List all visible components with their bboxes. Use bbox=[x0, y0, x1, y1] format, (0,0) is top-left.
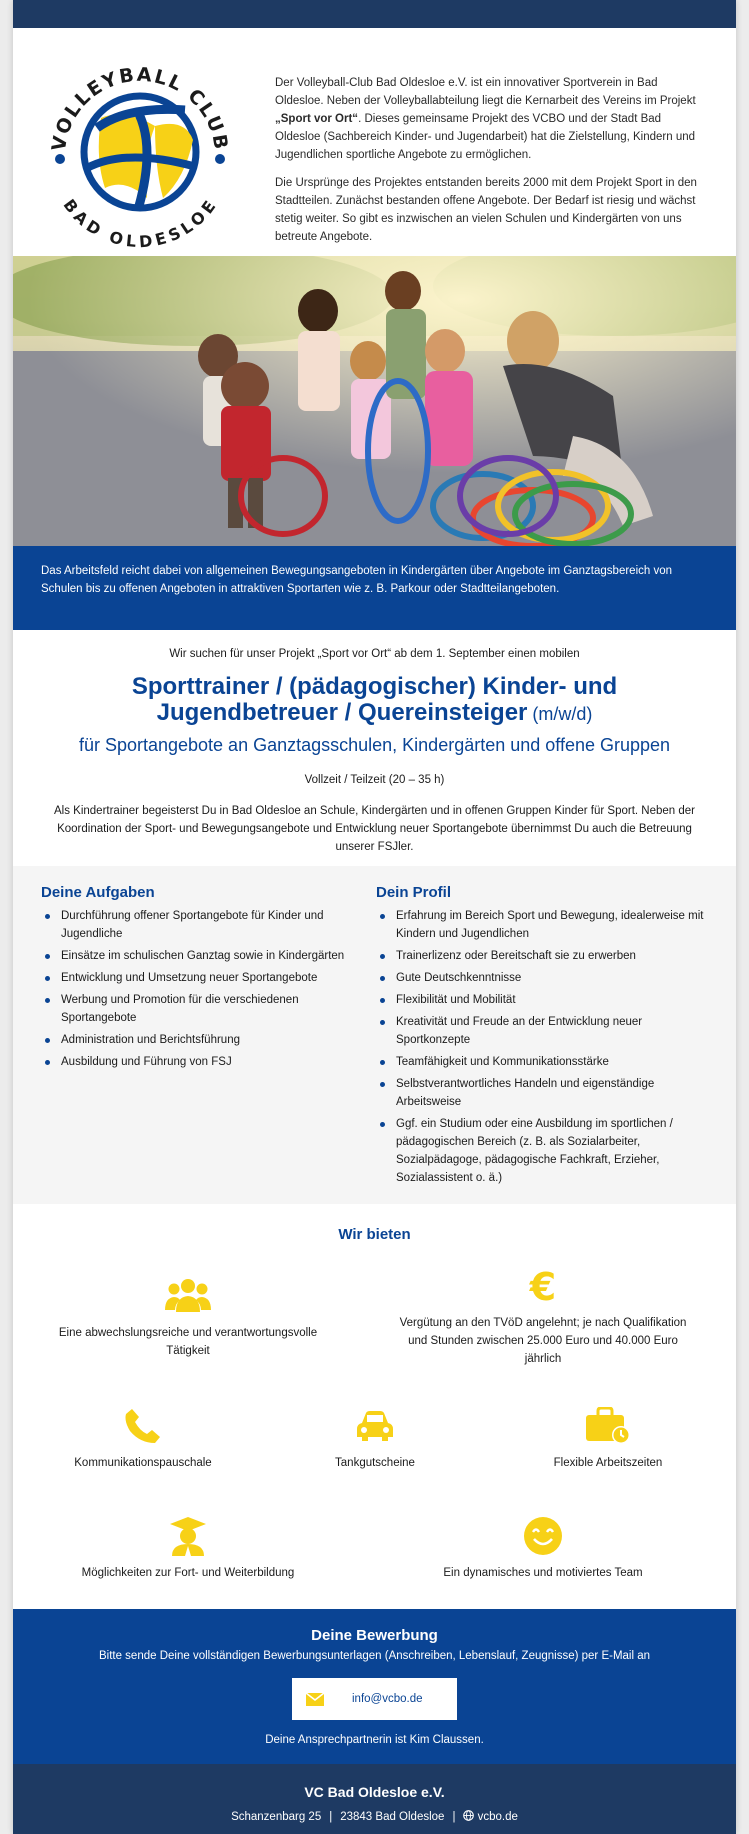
list-item: Ggf. ein Studium oder eine Ausbildung im sportlichen / pädagogischen Bereich (z. B. als Sozialarbeiter, Sozialpädagoge, pädagogische Fachkraft, Erzieher, Sozialassistent o. ä.) bbox=[376, 1115, 708, 1187]
graduate-icon bbox=[169, 1516, 207, 1556]
intro-section bbox=[13, 28, 736, 256]
list-item: Gute Deutschkenntnisse bbox=[376, 969, 708, 987]
car-icon bbox=[355, 1409, 395, 1443]
email-address: info@vcbo.de bbox=[352, 1693, 423, 1705]
footer-address: Schanzenbarg 25 | 23843 Bad Oldesloe | vcbo.de bbox=[231, 1811, 518, 1823]
intro-paragraph-1: Der Volleyball-Club Bad Oldesloe e.V. ist ein innovativer Sportverein in Bad Oldesloe. Neben der Volleyballabteilung liegt die Kernarbeit des Vereins im Projekt „Sport vor Ort“. Dieses gemeinsame Projekt des VCBO und der Stadt Bad Oldesloe (Sachbereich Kinder- und Jugendarbeit) hat die Zielstellung, Kindern und Jugendlichen sportliche Angebote zu ermöglichen. bbox=[275, 77, 696, 161]
phone-icon bbox=[124, 1407, 162, 1445]
profile-column bbox=[376, 884, 708, 1204]
job-lead: Wir suchen für unser Projekt „Sport vor Ort“ ab dem 1. September einen mobilen bbox=[169, 648, 580, 660]
contact-person: Deine Ansprechpartnerin ist Kim Claussen. bbox=[265, 1734, 484, 1746]
list-item: Selbstverantwortliches Handeln und eigenständige Arbeitsweise bbox=[376, 1075, 708, 1111]
job-ad-page bbox=[13, 0, 736, 1834]
logo-top-text: VOLLEYBALL CLUB bbox=[47, 63, 233, 153]
job-hours: Vollzeit / Teilzeit (20 – 35 h) bbox=[304, 774, 445, 786]
tasks-column bbox=[41, 884, 373, 1204]
list-item: Trainerlizenz oder Bereitschaft sie zu erwerben bbox=[376, 947, 708, 965]
briefcase-clock-icon bbox=[585, 1407, 631, 1445]
email-button[interactable] bbox=[292, 1678, 457, 1720]
list-item: Einsätze im schulischen Ganztag sowie in Kindergärten bbox=[41, 947, 373, 965]
list-item: Entwicklung und Umsetzung neuer Sportangebote bbox=[41, 969, 373, 987]
tasks-heading: Deine Aufgaben bbox=[41, 884, 155, 901]
euro-icon bbox=[528, 1266, 558, 1306]
hero-photo bbox=[13, 256, 736, 546]
list-item: Kreativität und Freude an der Entwicklung neuer Sportkonzepte bbox=[376, 1013, 708, 1049]
smiley-icon bbox=[523, 1516, 563, 1556]
envelope-icon bbox=[306, 1693, 324, 1706]
benefit-item: Ein dynamisches und motiviertes Team bbox=[398, 1514, 688, 1582]
list-item: Administration und Berichtsführung bbox=[41, 1031, 373, 1049]
svg-text:€: € bbox=[529, 1266, 557, 1306]
intro-paragraph-2: Die Ursprünge des Projektes entstanden bereits 2000 mit dem Projekt Sport in den Stadtteilen. Zunächst bestanden offene Angebote. Der Bedarf ist riesig und wächst stetig weiter. So gibt es inzwischen an vielen Schulen und Kindergärten von uns betreute Angebote. bbox=[275, 177, 697, 243]
benefit-item: € Vergütung an den TVöD angelehnt; je nach Qualifikation und Stunden zwischen 25.000 Euro und 40.000 Euro jährlich bbox=[399, 1266, 687, 1365]
job-title: Sporttrainer / (pädagogischer) Kinder- und Jugendbetreuer / Quereinsteiger (m/w/d) bbox=[131, 673, 618, 726]
application-text: Bitte sende Deine vollständigen Bewerbungsunterlagen (Anschreiben, Lebenslauf, Zeugnisse) per E-Mail an bbox=[98, 1650, 651, 1662]
benefit-item: Möglichkeiten zur Fort- und Weiterbildung bbox=[43, 1514, 333, 1582]
job-subtitle: für Sportangebote an Ganztagsschulen, Kindergärten und offene Gruppen bbox=[78, 735, 671, 755]
list-item: Teamfähigkeit und Kommunikationsstärke bbox=[376, 1053, 708, 1071]
list-item: Ausbildung und Führung von FSJ bbox=[41, 1053, 373, 1071]
benefit-item: Eine abwechslungsreiche und verantwortungsvolle Tätigkeit bbox=[43, 1274, 333, 1360]
globe-icon bbox=[463, 1810, 474, 1821]
work-field-box bbox=[13, 546, 736, 630]
application-heading: Deine Bewerbung bbox=[311, 1627, 438, 1644]
job-section bbox=[13, 630, 736, 866]
footer bbox=[13, 1764, 736, 1834]
job-description: Als Kindertrainer begeisterst Du in Bad Oldesloe an Schule, Kindergärten und in offenen Gruppen Kinder für Sport. Neben der Koordination der Sport- und Bewegungsangebote und Entwicklung neuer Sportangebote übernimmst Du auch die Betreuung unserer FSJler. bbox=[54, 805, 695, 853]
benefit-item: Flexible Arbeitszeiten bbox=[508, 1404, 708, 1472]
list-item: Werbung und Promotion für die verschiedenen Sportangebote bbox=[41, 991, 373, 1027]
logo-bottom-text: BAD OLDESLOE bbox=[59, 195, 221, 252]
intro-text bbox=[245, 48, 708, 256]
list-item: Flexibilität und Mobilität bbox=[376, 991, 708, 1009]
profile-heading: Dein Profil bbox=[376, 884, 452, 901]
footer-website-link[interactable]: vcbo.de bbox=[477, 1811, 518, 1823]
work-field-text: Das Arbeitsfeld reicht dabei von allgemeinen Bewegungsangeboten in Kindergärten über Angebote im Ganztagsbereich von Schulen bis zu offenen Angeboten in attraktiven Sportarten wie z. B. Parkour oder Stadtteilangeboten. bbox=[41, 565, 673, 595]
offer-heading: Wir bieten bbox=[338, 1226, 411, 1243]
top-bar bbox=[13, 0, 736, 28]
application-section bbox=[13, 1609, 736, 1764]
offer-section bbox=[13, 1204, 736, 1609]
club-logo bbox=[35, 48, 245, 258]
benefit-item: Kommunikationspauschale bbox=[43, 1404, 243, 1472]
footer-club-name: VC Bad Oldesloe e.V. bbox=[304, 1784, 445, 1800]
list-item: Durchführung offener Sportangebote für Kinder und Jugendliche bbox=[41, 907, 373, 943]
list-item: Erfahrung im Bereich Sport und Bewegung, idealerweise mit Kindern und Jugendlichen bbox=[376, 907, 708, 943]
volleyball-icon bbox=[84, 96, 196, 208]
benefit-item: Tankgutscheine bbox=[275, 1404, 475, 1472]
tasks-profile-section bbox=[13, 866, 736, 1204]
group-icon bbox=[165, 1276, 211, 1316]
